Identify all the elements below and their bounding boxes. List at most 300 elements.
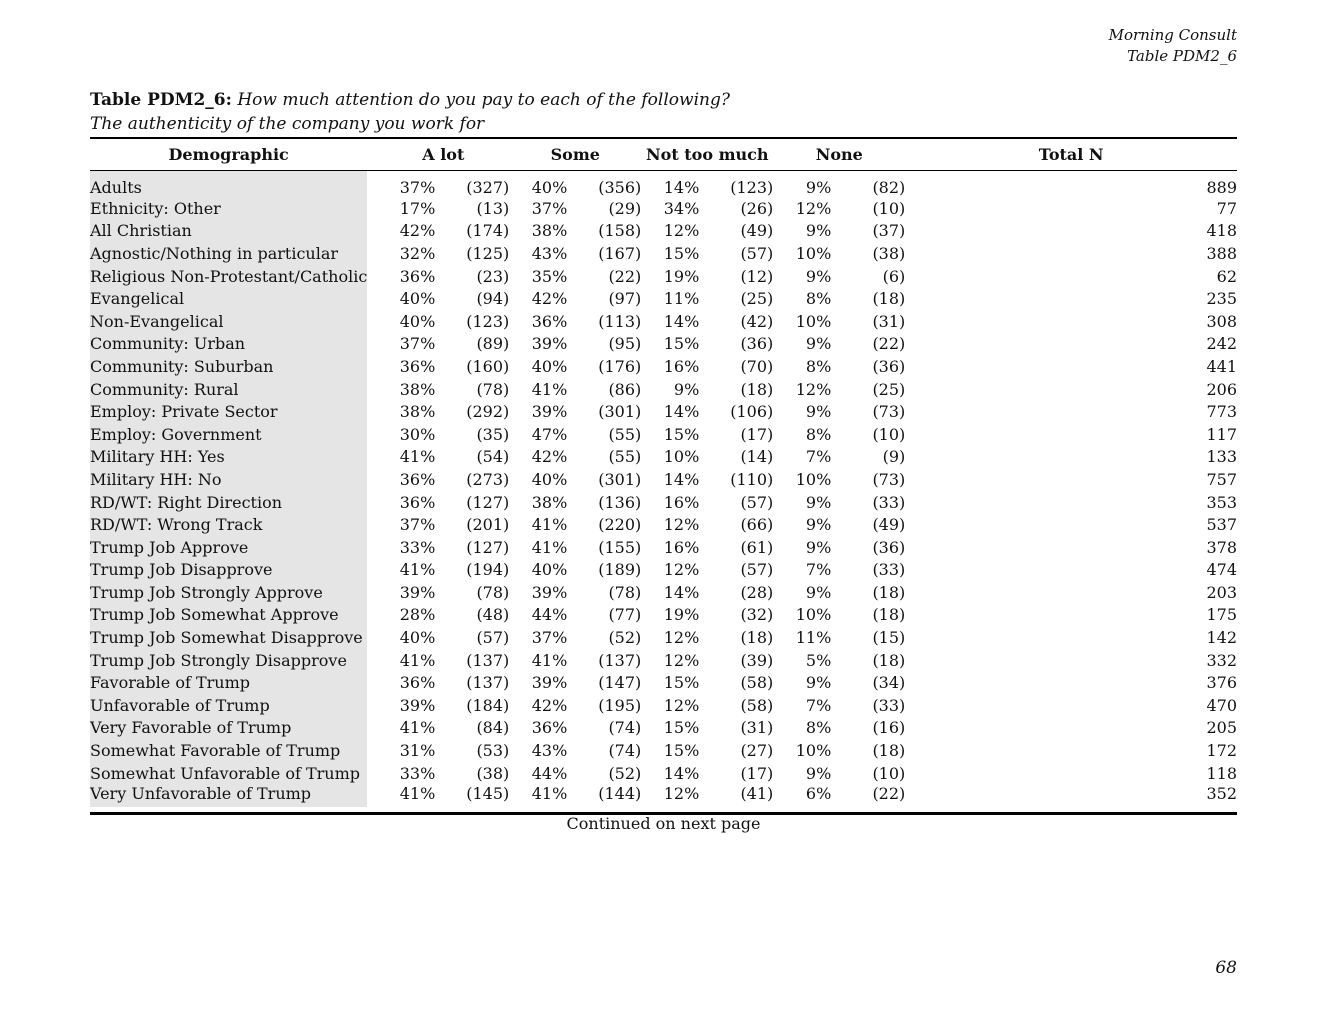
cell-some-n: (158) (598, 221, 642, 241)
cell-a-lot-n: (13) (476, 198, 510, 218)
cell-some-n: (55) (608, 447, 642, 467)
cell-a-lot-pct: 36% (399, 492, 436, 512)
cell-not-too-much-n: (39) (740, 650, 774, 670)
table-row (90, 171, 1237, 198)
cell-not-too-much-pct: 12% (663, 628, 700, 648)
cell-none-pct: 6% (805, 784, 832, 804)
cell-a-lot-pct: 40% (399, 289, 436, 309)
cell-some-n: (29) (608, 198, 642, 218)
row-label: Somewhat Unfavorable of Trump (90, 762, 367, 785)
cell-none-n: (33) (872, 560, 906, 580)
table-row (90, 378, 1237, 401)
cell-a-lot-n: (184) (466, 695, 510, 715)
cell-some-n: (189) (598, 560, 642, 580)
cell-a-lot-n: (194) (466, 560, 510, 580)
cell-not-too-much-pct: 16% (663, 537, 700, 557)
row-spacer (367, 220, 377, 243)
cell-not-too-much-n: (18) (740, 379, 774, 399)
cell-total-n: 418 (1206, 221, 1237, 241)
cell-a-lot-pct: 30% (399, 424, 436, 444)
cell-total-n: 142 (1206, 628, 1237, 648)
cell-a-lot-pct: 37% (399, 515, 436, 535)
cell-a-lot-pct: 40% (399, 311, 436, 331)
cell-some-pct: 47% (531, 424, 568, 444)
cell-not-too-much-n: (57) (740, 243, 774, 263)
cell-a-lot-pct: 31% (399, 741, 436, 761)
title-label: Table PDM2_6: (90, 90, 232, 110)
table-row (90, 559, 1237, 582)
row-spacer (367, 581, 377, 604)
row-spacer (367, 559, 377, 582)
cell-not-too-much-n: (57) (740, 560, 774, 580)
row-spacer (367, 400, 377, 423)
table-row (90, 242, 1237, 265)
title-subtitle: The authenticity of the company you work for (90, 114, 485, 134)
cell-total-n: 537 (1206, 515, 1237, 535)
cell-not-too-much-pct: 14% (663, 582, 700, 602)
cell-not-too-much-pct: 15% (663, 334, 700, 354)
table-row (90, 400, 1237, 423)
cell-none-n: (36) (872, 356, 906, 376)
cell-not-too-much-pct: 12% (663, 695, 700, 715)
cell-none-n: (18) (872, 741, 906, 761)
cell-not-too-much-n: (26) (740, 198, 774, 218)
cell-a-lot-n: (174) (466, 221, 510, 241)
cell-some-pct: 37% (531, 198, 568, 218)
cell-some-n: (167) (598, 243, 642, 263)
row-label: Community: Suburban (90, 355, 367, 378)
cell-none-pct: 11% (795, 628, 832, 648)
cell-none-n: (10) (872, 198, 906, 218)
cell-not-too-much-pct: 14% (663, 763, 700, 783)
row-spacer (367, 491, 377, 514)
cell-none-n: (18) (872, 650, 906, 670)
cell-a-lot-pct: 41% (399, 560, 436, 580)
col-some: Some (509, 138, 641, 171)
cell-none-n: (34) (872, 673, 906, 693)
cell-total-n: 388 (1206, 243, 1237, 263)
row-label: Very Unfavorable of Trump (90, 784, 367, 807)
row-spacer (367, 717, 377, 740)
cell-some-n: (86) (608, 379, 642, 399)
title-question: How much attention do you pay to each of the following? (237, 90, 730, 110)
col-spacer (367, 138, 377, 171)
cell-none-pct: 9% (805, 492, 832, 512)
cell-not-too-much-n: (25) (740, 289, 774, 309)
cell-not-too-much-pct: 15% (663, 673, 700, 693)
table-row (90, 717, 1237, 740)
cell-none-pct: 9% (805, 221, 832, 241)
cell-none-n: (10) (872, 424, 906, 444)
table-row (90, 310, 1237, 333)
cell-none-pct: 9% (805, 178, 832, 197)
cell-some-n: (137) (598, 650, 642, 670)
cell-none-pct: 8% (805, 718, 832, 738)
table-body (90, 171, 1237, 808)
table-row (90, 513, 1237, 536)
row-label: Evangelical (90, 287, 367, 310)
row-spacer (367, 265, 377, 288)
table-row (90, 220, 1237, 243)
row-label: RD/WT: Right Direction (90, 491, 367, 514)
cell-some-n: (74) (608, 741, 642, 761)
cell-none-pct: 7% (805, 695, 832, 715)
row-spacer (367, 242, 377, 265)
cell-none-pct: 9% (805, 334, 832, 354)
row-label: Somewhat Favorable of Trump (90, 739, 367, 762)
cell-not-too-much-pct: 16% (663, 356, 700, 376)
cell-some-pct: 35% (531, 266, 568, 286)
cell-total-n: 205 (1206, 718, 1237, 738)
cell-none-pct: 7% (805, 560, 832, 580)
cell-total-n: 353 (1206, 492, 1237, 512)
row-spacer (367, 287, 377, 310)
cell-total-n: 242 (1206, 334, 1237, 354)
cell-total-n: 773 (1206, 402, 1237, 422)
cell-none-pct: 9% (805, 582, 832, 602)
title-line (90, 88, 730, 112)
cell-not-too-much-pct: 12% (663, 515, 700, 535)
row-spacer (367, 197, 377, 220)
cell-a-lot-n: (53) (476, 741, 510, 761)
cell-none-pct: 9% (805, 763, 832, 783)
cell-not-too-much-n: (18) (740, 628, 774, 648)
cell-total-n: 235 (1206, 289, 1237, 309)
row-spacer (367, 762, 377, 785)
cell-some-n: (195) (598, 695, 642, 715)
cell-none-pct: 9% (805, 537, 832, 557)
cell-none-n: (18) (872, 582, 906, 602)
cell-a-lot-n: (57) (476, 628, 510, 648)
table-row (90, 739, 1237, 762)
cell-total-n: 757 (1206, 469, 1237, 489)
cell-a-lot-n: (23) (476, 266, 510, 286)
row-label: All Christian (90, 220, 367, 243)
cell-none-n: (25) (872, 379, 906, 399)
cell-a-lot-n: (137) (466, 650, 510, 670)
cell-a-lot-n: (84) (476, 718, 510, 738)
cell-not-too-much-pct: 19% (663, 605, 700, 625)
cell-not-too-much-n: (58) (740, 695, 774, 715)
table-row (90, 694, 1237, 717)
table-row (90, 671, 1237, 694)
row-label: Trump Job Strongly Disapprove (90, 649, 367, 672)
cell-a-lot-pct: 38% (399, 379, 436, 399)
table-row (90, 536, 1237, 559)
row-spacer (367, 513, 377, 536)
cell-a-lot-n: (89) (476, 334, 510, 354)
cell-none-n: (33) (872, 492, 906, 512)
cell-not-too-much-pct: 15% (663, 424, 700, 444)
cell-some-pct: 36% (531, 718, 568, 738)
row-label: Trump Job Strongly Approve (90, 581, 367, 604)
cell-none-pct: 9% (805, 402, 832, 422)
cell-a-lot-n: (78) (476, 379, 510, 399)
cell-some-pct: 40% (531, 178, 568, 197)
cell-not-too-much-pct: 14% (663, 311, 700, 331)
cell-not-too-much-pct: 19% (663, 266, 700, 286)
row-label: Employ: Government (90, 423, 367, 446)
cell-none-n: (33) (872, 695, 906, 715)
cell-total-n: 175 (1206, 605, 1237, 625)
table-row (90, 604, 1237, 627)
cell-not-too-much-n: (27) (740, 741, 774, 761)
table-title (90, 88, 730, 136)
cell-not-too-much-n: (61) (740, 537, 774, 557)
cell-total-n: 308 (1206, 311, 1237, 331)
row-label: Employ: Private Sector (90, 400, 367, 423)
cell-a-lot-n: (35) (476, 424, 510, 444)
cell-not-too-much-pct: 15% (663, 718, 700, 738)
cell-some-pct: 38% (531, 492, 568, 512)
header-row (90, 138, 1237, 171)
row-spacer (367, 355, 377, 378)
cell-not-too-much-n: (41) (740, 784, 774, 804)
table-row (90, 423, 1237, 446)
cell-a-lot-n: (137) (466, 673, 510, 693)
row-spacer (367, 739, 377, 762)
cell-not-too-much-pct: 12% (663, 784, 700, 804)
cell-not-too-much-pct: 12% (663, 221, 700, 241)
cell-a-lot-n: (127) (466, 537, 510, 557)
cell-a-lot-pct: 17% (399, 198, 436, 218)
row-label: Military HH: No (90, 468, 367, 491)
col-total-n: Total N (905, 138, 1237, 171)
col-none: None (773, 138, 905, 171)
cell-a-lot-pct: 41% (399, 447, 436, 467)
cell-not-too-much-n: (36) (740, 334, 774, 354)
cell-none-pct: 9% (805, 673, 832, 693)
row-label: Ethnicity: Other (90, 197, 367, 220)
cell-none-n: (22) (872, 334, 906, 354)
cell-none-pct: 7% (805, 447, 832, 467)
row-spacer (367, 649, 377, 672)
cell-some-n: (52) (608, 763, 642, 783)
table-row (90, 784, 1237, 807)
cell-none-pct: 12% (795, 379, 832, 399)
row-label: Favorable of Trump (90, 671, 367, 694)
cell-some-pct: 40% (531, 560, 568, 580)
cell-some-pct: 38% (531, 221, 568, 241)
cell-some-pct: 42% (531, 289, 568, 309)
cell-not-too-much-n: (70) (740, 356, 774, 376)
cell-some-pct: 39% (531, 673, 568, 693)
cell-a-lot-n: (123) (466, 311, 510, 331)
row-label: Trump Job Disapprove (90, 559, 367, 582)
row-spacer (367, 423, 377, 446)
cell-not-too-much-pct: 15% (663, 741, 700, 761)
continued-note: Continued on next page (566, 814, 761, 833)
cell-a-lot-n: (38) (476, 763, 510, 783)
cell-total-n: 352 (1206, 784, 1237, 804)
cell-some-pct: 39% (531, 334, 568, 354)
cell-total-n: 203 (1206, 582, 1237, 602)
cell-some-pct: 41% (531, 379, 568, 399)
cell-a-lot-pct: 33% (399, 537, 436, 557)
row-spacer (367, 671, 377, 694)
cell-not-too-much-n: (57) (740, 492, 774, 512)
cell-a-lot-n: (127) (466, 492, 510, 512)
cell-some-n: (220) (598, 515, 642, 535)
cell-some-pct: 37% (531, 628, 568, 648)
cell-none-pct: 10% (795, 741, 832, 761)
cell-none-n: (18) (872, 289, 906, 309)
col-a-lot: A lot (377, 138, 509, 171)
cell-not-too-much-pct: 14% (663, 178, 700, 197)
row-spacer (367, 536, 377, 559)
cell-not-too-much-pct: 14% (663, 469, 700, 489)
cell-none-n: (18) (872, 605, 906, 625)
cell-a-lot-pct: 41% (399, 784, 436, 804)
row-label: Community: Rural (90, 378, 367, 401)
cell-some-pct: 39% (531, 582, 568, 602)
cell-none-n: (9) (882, 447, 906, 467)
cell-not-too-much-n: (12) (740, 266, 774, 286)
cell-not-too-much-n: (17) (740, 763, 774, 783)
cell-not-too-much-pct: 34% (663, 198, 700, 218)
cell-a-lot-pct: 40% (399, 628, 436, 648)
cell-a-lot-n: (145) (466, 784, 510, 804)
cell-some-n: (356) (598, 178, 642, 197)
cell-total-n: 117 (1206, 424, 1237, 444)
cell-some-n: (147) (598, 673, 642, 693)
cell-some-n: (52) (608, 628, 642, 648)
cell-a-lot-n: (160) (466, 356, 510, 376)
page-number: 68 (1215, 958, 1237, 978)
row-label: Very Favorable of Trump (90, 717, 367, 740)
table-row (90, 355, 1237, 378)
cell-not-too-much-n: (106) (730, 402, 774, 422)
cell-not-too-much-n: (32) (740, 605, 774, 625)
header-table-id: Table PDM2_6 (1127, 47, 1237, 65)
cell-some-pct: 41% (531, 650, 568, 670)
cell-not-too-much-pct: 10% (663, 447, 700, 467)
cell-some-pct: 39% (531, 402, 568, 422)
cell-none-pct: 8% (805, 424, 832, 444)
cell-a-lot-pct: 36% (399, 356, 436, 376)
cell-a-lot-n: (273) (466, 469, 510, 489)
cell-none-n: (31) (872, 311, 906, 331)
cell-not-too-much-n: (17) (740, 424, 774, 444)
cell-total-n: 62 (1216, 266, 1237, 286)
table-row (90, 197, 1237, 220)
col-not-too-much: Not too much (641, 138, 773, 171)
cell-some-n: (55) (608, 424, 642, 444)
cell-a-lot-pct: 37% (399, 334, 436, 354)
table-row (90, 649, 1237, 672)
cell-some-pct: 40% (531, 356, 568, 376)
cell-none-pct: 10% (795, 469, 832, 489)
table-row (90, 762, 1237, 785)
row-label: Trump Job Somewhat Approve (90, 604, 367, 627)
cell-not-too-much-pct: 14% (663, 402, 700, 422)
table-row (90, 265, 1237, 288)
cell-some-pct: 43% (531, 243, 568, 263)
cell-some-pct: 41% (531, 537, 568, 557)
col-demographic: Demographic (90, 138, 367, 171)
cell-none-n: (82) (872, 178, 906, 197)
row-label: Religious Non-Protestant/Catholic (90, 266, 368, 286)
cell-a-lot-pct: 36% (399, 266, 436, 286)
cell-total-n: 378 (1206, 537, 1237, 557)
cell-some-pct: 42% (531, 447, 568, 467)
cell-not-too-much-n: (123) (730, 178, 774, 197)
cell-total-n: 376 (1206, 673, 1237, 693)
cell-a-lot-pct: 41% (399, 650, 436, 670)
cell-not-too-much-n: (42) (740, 311, 774, 331)
cell-total-n: 441 (1206, 356, 1237, 376)
row-spacer (367, 310, 377, 333)
cell-some-pct: 43% (531, 741, 568, 761)
cell-none-n: (6) (882, 266, 906, 286)
cell-not-too-much-pct: 15% (663, 243, 700, 263)
cell-some-n: (22) (608, 266, 642, 286)
cell-some-n: (301) (598, 402, 642, 422)
cell-a-lot-n: (78) (476, 582, 510, 602)
cell-a-lot-pct: 33% (399, 763, 436, 783)
row-label: Non-Evangelical (90, 310, 367, 333)
cell-some-n: (74) (608, 718, 642, 738)
cell-none-n: (49) (872, 515, 906, 535)
cell-total-n: 172 (1206, 741, 1237, 761)
cell-a-lot-pct: 37% (399, 178, 436, 197)
cell-a-lot-n: (125) (466, 243, 510, 263)
cell-some-n: (78) (608, 582, 642, 602)
cell-none-pct: 10% (795, 311, 832, 331)
cell-none-pct: 12% (795, 198, 832, 218)
row-spacer (367, 378, 377, 401)
cell-a-lot-n: (292) (466, 402, 510, 422)
cell-some-pct: 41% (531, 515, 568, 535)
table-row (90, 333, 1237, 356)
cell-total-n: 332 (1206, 650, 1237, 670)
cell-some-pct: 44% (531, 763, 568, 783)
cell-not-too-much-n: (110) (730, 469, 774, 489)
cell-not-too-much-n: (49) (740, 221, 774, 241)
crosstab-table (90, 137, 1237, 807)
row-spacer (367, 468, 377, 491)
cell-not-too-much-n: (31) (740, 718, 774, 738)
cell-some-n: (176) (598, 356, 642, 376)
table-row (90, 446, 1237, 469)
row-spacer (367, 333, 377, 356)
table-row (90, 626, 1237, 649)
row-label: Unfavorable of Trump (90, 694, 367, 717)
cell-none-n: (10) (872, 763, 906, 783)
cell-some-n: (144) (598, 784, 642, 804)
row-spacer (367, 694, 377, 717)
cell-not-too-much-pct: 11% (663, 289, 700, 309)
cell-none-pct: 9% (805, 515, 832, 535)
cell-a-lot-pct: 36% (399, 469, 436, 489)
cell-none-pct: 9% (805, 266, 832, 286)
cell-not-too-much-n: (14) (740, 447, 774, 467)
cell-none-pct: 8% (805, 289, 832, 309)
cell-some-pct: 44% (531, 605, 568, 625)
row-label: Trump Job Approve (90, 536, 367, 559)
cell-not-too-much-n: (66) (740, 515, 774, 535)
cell-total-n: 206 (1206, 379, 1237, 399)
cell-a-lot-n: (327) (466, 178, 510, 197)
cell-some-n: (95) (608, 334, 642, 354)
cell-none-pct: 5% (805, 650, 832, 670)
cell-a-lot-pct: 39% (399, 582, 436, 602)
cell-a-lot-pct: 42% (399, 221, 436, 241)
cell-not-too-much-pct: 9% (673, 379, 700, 399)
cell-a-lot-pct: 36% (399, 673, 436, 693)
cell-some-n: (113) (598, 311, 642, 331)
cell-none-n: (37) (872, 221, 906, 241)
